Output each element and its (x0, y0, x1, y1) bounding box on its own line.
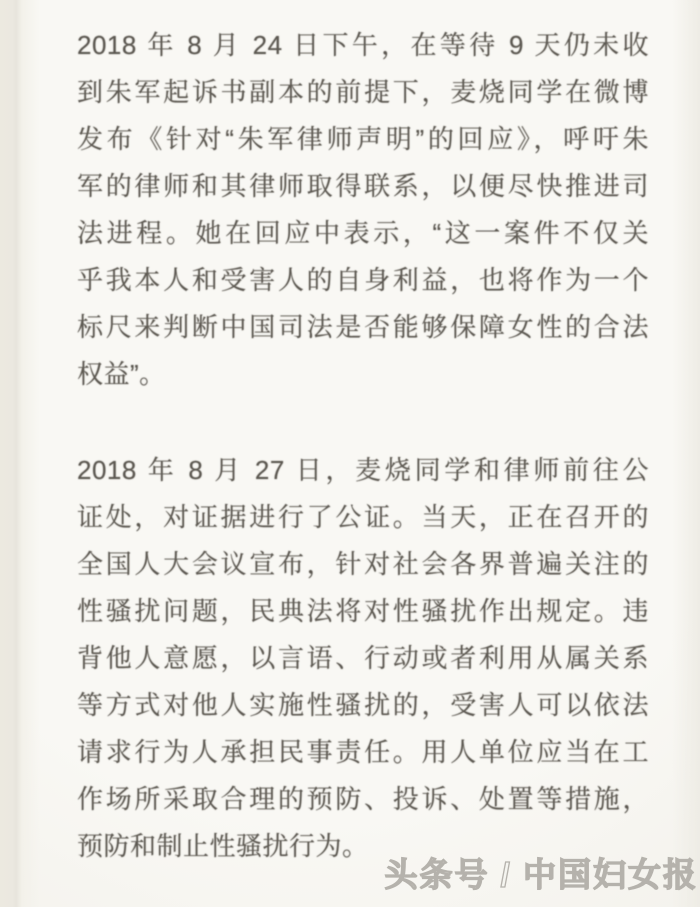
text-line: 全国人大会议宣布，针对社会各界普遍关注的 (77, 549, 649, 579)
text-line: 背他人意愿，以言语、行动或者利用从属关系 (77, 643, 649, 673)
toutiao-source-watermark: 头条号 / 中国妇女报 (384, 856, 698, 893)
text-line: 性骚扰问题，民典法将对性骚扰作出规定。违 (77, 596, 649, 626)
text-line: 请求行为人承担民事责任。用人单位应当在工 (77, 737, 649, 767)
text-line: 作场所采取合理的预防、投诉、处置等措施， (77, 784, 649, 814)
paragraph-2 (77, 447, 649, 870)
text-line: 预防和制止性骚扰行为。 (77, 831, 369, 861)
text-line: 标尺来判断中国司法是否能够保障女性的合法 (77, 312, 649, 342)
text-line: 乎我本人和受害人的自身利益，也将作为一个 (77, 265, 649, 295)
text-line: 2018 年 8 月 27 日，麦烧同学和律师前往公 (77, 455, 649, 485)
text-line: 发布《针对“朱军律师声明”的回应》，呼吁朱 (77, 124, 649, 154)
text-line: 2018 年 8 月 24 日下午，在等待 9 天仍未收 (77, 30, 649, 60)
article-text-block (77, 22, 649, 870)
text-line: 到朱军起诉书副本的前提下，麦烧同学在微博 (77, 77, 649, 107)
text-line: 法进程。她在回应中表示，“这一案件不仅关 (77, 218, 649, 248)
text-line: 军的律师和其律师取得联系，以便尽快推进司 (77, 171, 649, 201)
text-line: 权益”。 (77, 359, 166, 389)
text-line: 等方式对他人实施性骚扰的，受害人可以依法 (77, 690, 649, 720)
paragraph-1 (77, 22, 649, 398)
text-line: 证处，对证据进行了公证。当天，正在召开的 (77, 502, 649, 532)
